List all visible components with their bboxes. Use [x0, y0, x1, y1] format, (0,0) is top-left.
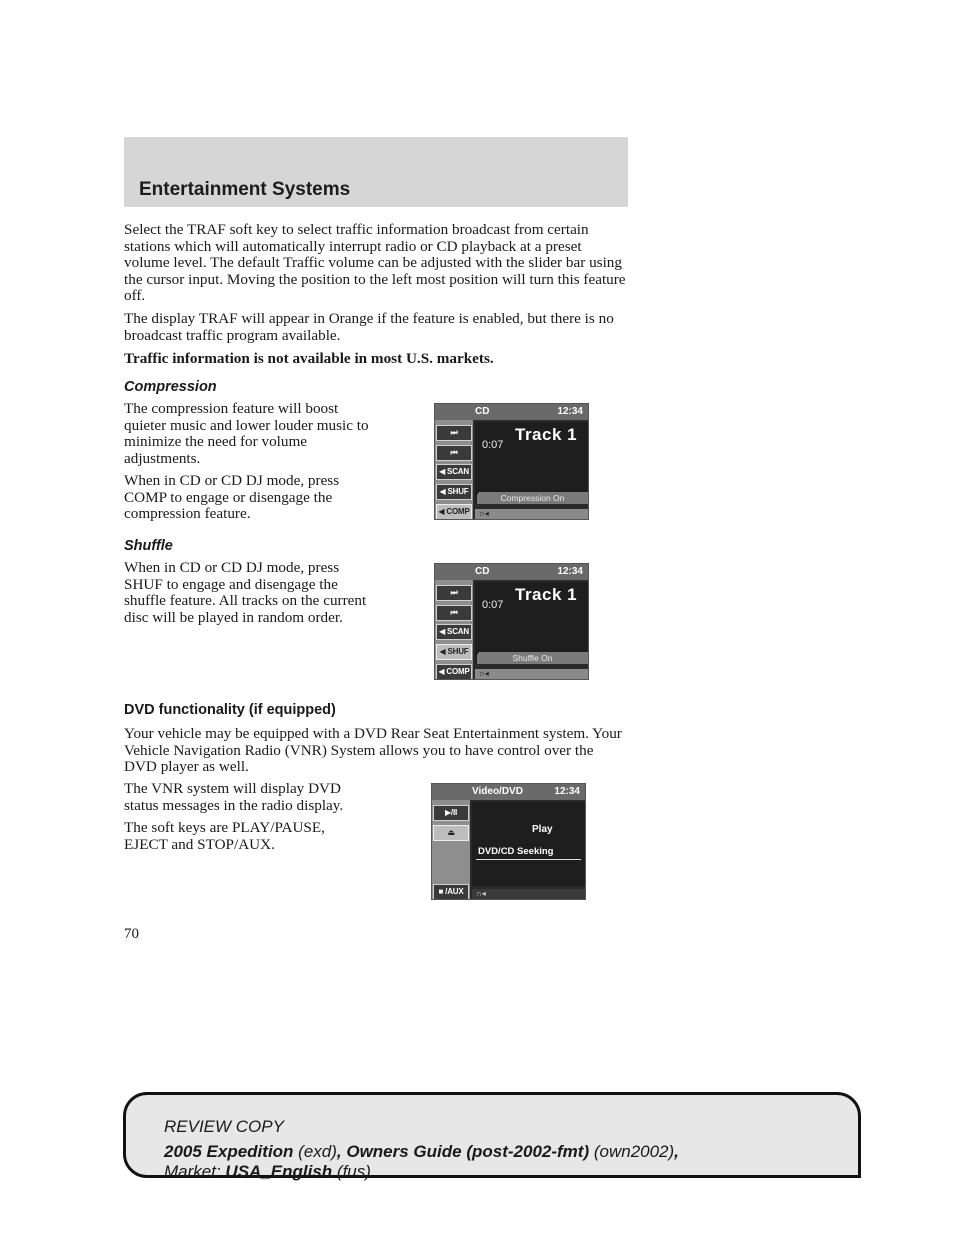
shuffle-heading: Shuffle [124, 538, 173, 554]
shuffle-paragraph-1: When in CD or CD DJ mode, press SHUF to engage and disengage the shuffle feature. All tracks on the current disc will be played in random order. [124, 559, 367, 626]
softkey-scan[interactable]: ◀ SCAN [436, 624, 472, 640]
dvd-paragraph-2: The VNR system will display DVD status messages in the radio display. [124, 780, 344, 814]
compression-paragraph-1: The compression feature will boost quieter music and lower louder music to minimize the need for volume adjustments. [124, 400, 369, 467]
softkey-scan[interactable]: ◀ SCAN [436, 464, 472, 480]
display-source: CD [475, 406, 490, 417]
display-topbar [435, 564, 588, 580]
softkey-play-pause[interactable]: ▶/II [433, 805, 469, 821]
display-clock: 12:34 [554, 786, 580, 797]
softkey-forward[interactable]: ⏭ [436, 585, 472, 601]
traf-paragraph-2: The display TRAF will appear in Orange if the feature is enabled, but there is no broadcast traffic program available. [124, 310, 614, 344]
display-topbar [432, 784, 585, 800]
shuffle-display-image [434, 563, 589, 680]
track-label: Track 1 [515, 585, 578, 604]
display-footbar [472, 889, 585, 899]
display-main-area [472, 802, 585, 886]
dvd-display-image [431, 783, 586, 900]
softkey-comp[interactable]: ◀ COMP [436, 664, 472, 680]
elapsed-time: 0:07 [482, 439, 504, 451]
compression-display-image [434, 403, 589, 520]
softkey-column [435, 420, 473, 519]
status-message: Compression On [477, 492, 588, 504]
review-guide-line: 2005 Expedition (exd), Owners Guide (post-2002-fmt) (own2002), [164, 1142, 679, 1161]
elapsed-time: 0:07 [482, 599, 504, 611]
softkey-stop-aux[interactable]: ■ /AUX [433, 884, 469, 900]
dvd-paragraph-3: The soft keys are PLAY/PAUSE, EJECT and STOP/AUX. [124, 819, 325, 853]
traf-note: Traffic information is not available in most U.S. markets. [124, 350, 494, 367]
headphone-icon: ∩◂ [479, 669, 489, 678]
status-message: Shuffle On [477, 652, 588, 664]
headphone-icon: ∩◂ [479, 509, 489, 518]
display-footbar [475, 669, 588, 679]
softkey-column [435, 580, 473, 679]
traf-paragraph-1: Select the TRAF soft key to select traffic information broadcast from certain stations which will automatically interrupt radio or CD playback at a preset volume level. The default Traffic volume can be adjusted with the slider bar using the cursor input. Moving the position to the left most position will turn this feature off. [124, 221, 626, 304]
display-clock: 12:34 [557, 406, 583, 417]
review-copy-label: REVIEW COPY [164, 1117, 284, 1136]
display-topbar [435, 404, 588, 420]
display-source: CD [475, 566, 490, 577]
dvd-heading: DVD functionality (if equipped) [124, 702, 336, 718]
compression-paragraph-2: When in CD or CD DJ mode, press COMP to engage or disengage the compression feature. [124, 472, 340, 522]
softkey-comp[interactable]: ◀ COMP [436, 504, 472, 520]
softkey-shuf[interactable]: ◀ SHUF [436, 484, 472, 500]
track-label: Track 1 [515, 425, 578, 444]
softkey-eject[interactable]: ⏏ [433, 825, 469, 841]
review-market-line: Market: USA_English (fus) [164, 1162, 371, 1181]
dvd-play-status: Play [532, 824, 553, 835]
display-main-area [475, 422, 588, 502]
page-number: 70 [124, 926, 139, 942]
compression-heading: Compression [124, 379, 217, 395]
section-title: Entertainment Systems [139, 179, 351, 200]
review-copy-box [123, 1092, 861, 1181]
softkey-reverse[interactable]: ⏮ [436, 445, 472, 461]
softkey-shuf[interactable]: ◀ SHUF [436, 644, 472, 660]
section-header-band [124, 137, 628, 207]
dvd-paragraph-1: Your vehicle may be equipped with a DVD Rear Seat Entertainment system. Your Vehicle Navigation Radio (VNR) System allows you to have control over the DVD player as well. [124, 725, 622, 775]
softkey-reverse[interactable]: ⏮ [436, 605, 472, 621]
display-divider [476, 859, 581, 860]
display-main-area [475, 582, 588, 662]
headphone-icon: ∩◂ [476, 889, 486, 898]
display-source: Video/DVD [472, 786, 523, 797]
softkey-column [432, 800, 470, 899]
display-clock: 12:34 [557, 566, 583, 577]
dvd-seeking-status: DVD/CD Seeking [478, 846, 554, 857]
display-footbar [475, 509, 588, 519]
softkey-forward[interactable]: ⏭ [436, 425, 472, 441]
